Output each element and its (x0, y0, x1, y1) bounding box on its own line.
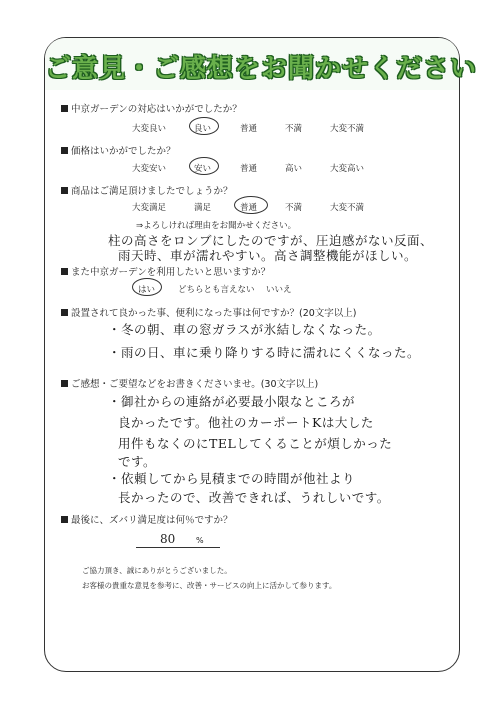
question-6: ご感想・ご要望などをお書きくださいませ。(30文字以上) (61, 376, 318, 390)
selection-circle-mark (132, 278, 162, 296)
footer-thanks: ご協力頂き、誠にありがとうございました。 (82, 566, 232, 575)
option-very-cheap[interactable]: 大変安い (132, 164, 167, 174)
answer-6-line-2: 良かったです。他社のカーポートKは大した (118, 415, 374, 430)
answer-6-line-1: ・御社からの連絡が必要最小限なところが (108, 394, 356, 409)
option-good[interactable]: 良い (194, 124, 212, 134)
footer-note: お客様の貴重な意見を参考に、改善・サービスの向上に活かして参ります。 (82, 581, 337, 590)
bullet-square-icon (61, 516, 68, 523)
answer-5-line-1: ・冬の朝、車の窓ガラスが氷結しなくなった。 (108, 322, 381, 337)
answer-6-line-4: です。 (118, 454, 157, 469)
question-3: 商品はご満足頂けましたでしょうか？ (61, 183, 233, 197)
answer-6-line-3: 用件もなくのにTELしてくることが煩しかった (118, 436, 393, 451)
option-yes[interactable]: はい (138, 285, 156, 295)
bullet-square-icon (61, 380, 68, 387)
bullet-square-icon (61, 187, 68, 194)
selection-circle-mark (234, 196, 268, 214)
bullet-square-icon (61, 309, 68, 316)
option-very-dissatisfied[interactable]: 大変不満 (330, 203, 365, 213)
option-very-dissatisfied[interactable]: 大変不満 (330, 124, 365, 134)
option-no[interactable]: いいえ (266, 285, 292, 295)
question-1-options (0, 122, 500, 136)
satisfaction-value[interactable]: 80 (160, 532, 176, 546)
question-2: 価格はいかがでしたか？ (61, 143, 176, 157)
page-title: ご意見・ご感想をお聞かせください (45, 54, 478, 84)
question-7: 最後に、ズバリ満足度は何％ですか？ (61, 512, 233, 526)
question-1: 中京ガーデンの対応はいかがでしたか？ (61, 101, 242, 115)
option-normal[interactable]: 普通 (240, 203, 258, 213)
answer-6-line-5: ・依頼してから見積までの時間が他社より (108, 471, 356, 486)
bullet-square-icon (61, 268, 68, 275)
bullet-square-icon (61, 105, 68, 112)
option-cheap[interactable]: 安い (194, 164, 212, 174)
question-5: 設置されて良かった事、便利になった事は何ですか？(20文字以上) (61, 305, 357, 319)
question-4-options (0, 283, 500, 297)
option-very-good[interactable]: 大変良い (132, 124, 167, 134)
option-very-expensive[interactable]: 大変高い (330, 164, 365, 174)
option-expensive[interactable]: 高い (285, 164, 303, 174)
satisfaction-unit: % (196, 536, 204, 545)
answer-6-line-6: 長かったので、改善できれば、うれしいです。 (118, 490, 390, 505)
reason-line-2: 雨天時、車が濡れやすい。高さ調整機能がほしい。 (118, 248, 418, 263)
option-dissatisfied[interactable]: 不満 (285, 203, 303, 213)
option-neither[interactable]: どちらとも言えない (178, 285, 255, 295)
selection-circle-mark (189, 157, 219, 175)
option-satisfied[interactable]: 満足 (194, 203, 212, 213)
option-normal[interactable]: 普通 (240, 124, 258, 134)
option-very-satisfied[interactable]: 大変満足 (132, 203, 167, 213)
reason-prompt: ⇒よろしければ理由をお聞かせください。 (136, 221, 297, 231)
question-4: また中京ガーデンを利用したいと思いますか？ (61, 264, 270, 278)
reason-line-1: 柱の高さをロンブにしたのですが、圧迫感がない反面、 (108, 233, 434, 248)
bullet-square-icon (61, 147, 68, 154)
satisfaction-underline (136, 547, 220, 548)
selection-circle-mark (189, 117, 219, 135)
option-dissatisfied[interactable]: 不満 (285, 124, 303, 134)
option-normal[interactable]: 普通 (240, 164, 258, 174)
question-2-options (0, 162, 500, 176)
answer-5-line-2: ・雨の日、車に乗り降りする時に濡れにくくなった。 (108, 345, 421, 360)
